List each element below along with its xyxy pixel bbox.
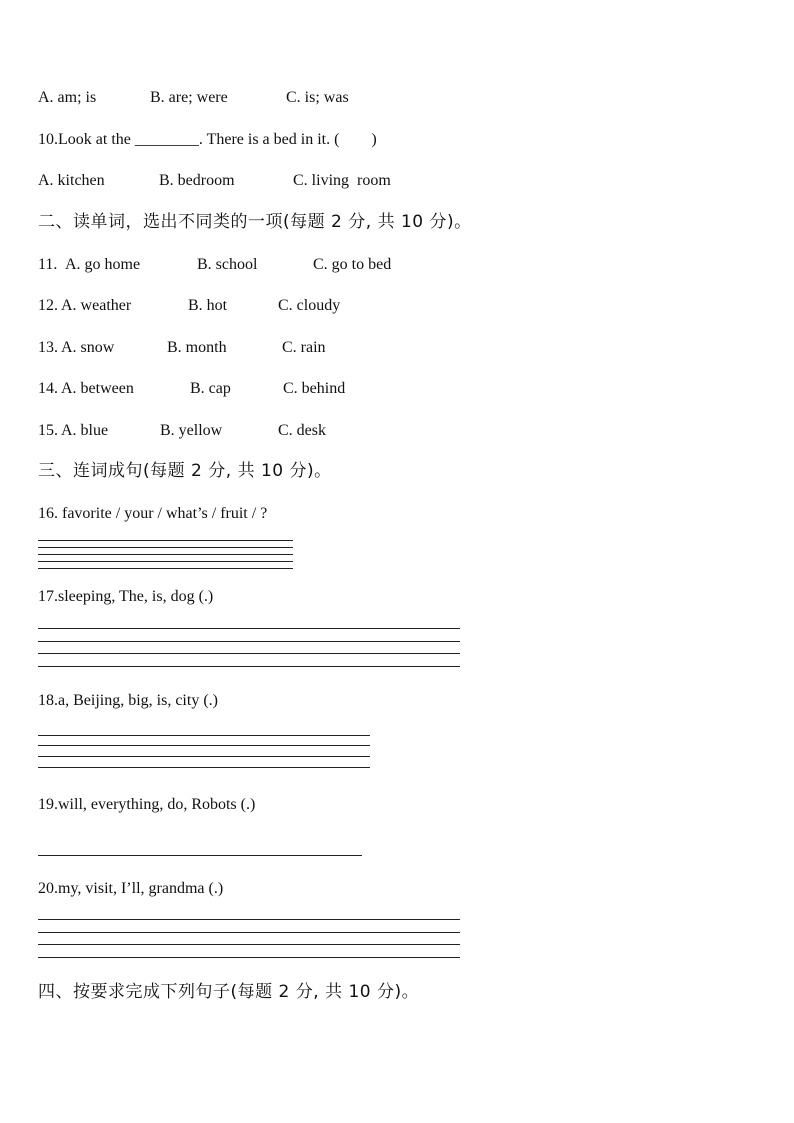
q15-option-a: A. blue xyxy=(61,422,109,439)
q13-option-c: C. rain xyxy=(282,339,326,356)
q20-prompt: 20.my, visit, I’ll, grandma (.) xyxy=(38,880,224,897)
q12-option-b: B. hot xyxy=(188,297,228,314)
answer-line xyxy=(38,855,362,856)
answer-line xyxy=(38,547,293,548)
answer-line xyxy=(38,957,460,958)
q10-option-a: A. kitchen xyxy=(38,172,105,189)
section4-heading: 四、按要求完成下列句子(每题 2 分, 共 10 分)。 xyxy=(38,982,420,1002)
q12-num: 12. xyxy=(38,297,58,314)
answer-line xyxy=(38,540,293,541)
q14-num: 14. xyxy=(38,380,58,397)
q15-option-c: C. desk xyxy=(278,422,326,439)
q16-prompt: 16. favorite / your / what’s / fruit / ? xyxy=(38,505,268,522)
answer-line xyxy=(38,944,460,945)
q11-option-a: A. go home xyxy=(65,256,141,273)
q11-option-c: C. go to bed xyxy=(313,256,392,273)
answer-line xyxy=(38,561,293,562)
answer-line xyxy=(38,767,370,768)
q12-option-c: C. cloudy xyxy=(278,297,341,314)
q14-option-c: C. behind xyxy=(283,380,346,397)
q18-prompt: 18.a, Beijing, big, is, city (.) xyxy=(38,692,218,709)
section3-heading: 三、连词成句(每题 2 分, 共 10 分)。 xyxy=(38,461,332,481)
q10-option-c: C. living room xyxy=(293,172,391,189)
q13-num: 13. xyxy=(38,339,58,356)
q9-option-b: B. are; were xyxy=(150,89,228,106)
answer-line xyxy=(38,932,460,933)
q12-option-a: A. weather xyxy=(61,297,132,314)
answer-line xyxy=(38,745,370,746)
q10-option-b: B. bedroom xyxy=(159,172,235,189)
q11-option-b: B. school xyxy=(197,256,258,273)
q19-prompt: 19.will, everything, do, Robots (.) xyxy=(38,796,256,813)
q9-option-a: A. am; is xyxy=(38,89,97,106)
section2-heading: 二、读单词，选出不同类的一项(每题 2 分, 共 10 分)。 xyxy=(38,212,472,232)
answer-line xyxy=(38,641,460,642)
q13-option-b: B. month xyxy=(167,339,227,356)
answer-line xyxy=(38,568,293,569)
q14-option-b: B. cap xyxy=(190,380,231,397)
answer-line xyxy=(38,554,293,555)
q15-num: 15. xyxy=(38,422,58,439)
q10-stem: 10.Look at the ________. There is a bed in it. ( ) xyxy=(38,131,377,148)
q11-num: 11. xyxy=(38,256,62,273)
q15-option-b: B. yellow xyxy=(160,422,223,439)
answer-line xyxy=(38,735,370,736)
answer-line xyxy=(38,628,460,629)
answer-line xyxy=(38,666,460,667)
q9-option-c: C. is; was xyxy=(286,89,349,106)
q14-option-a: A. between xyxy=(61,380,134,397)
answer-line xyxy=(38,919,460,920)
q17-prompt: 17.sleeping, The, is, dog (.) xyxy=(38,588,214,605)
answer-line xyxy=(38,653,460,654)
answer-line xyxy=(38,756,370,757)
q13-option-a: A. snow xyxy=(61,339,115,356)
